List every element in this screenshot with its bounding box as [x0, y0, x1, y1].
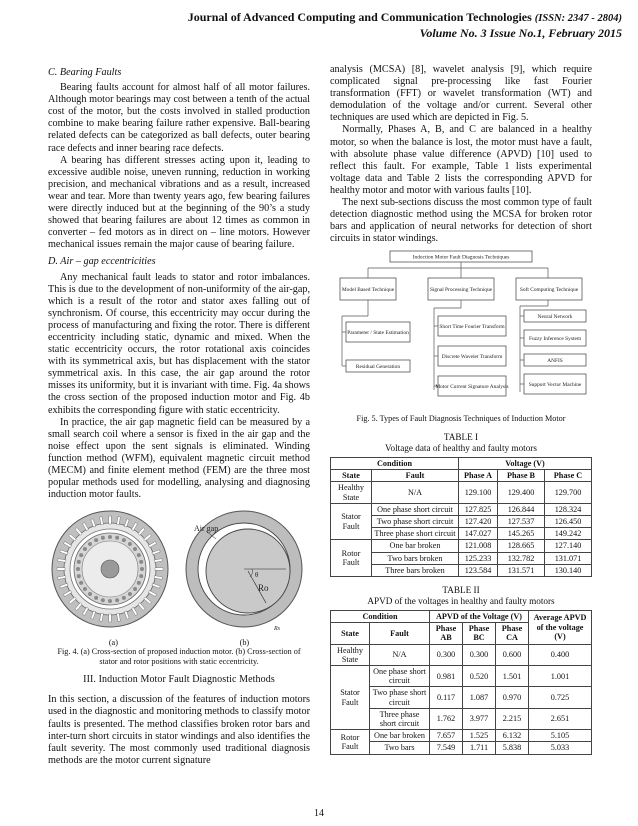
t1-cell: 127.537	[498, 515, 545, 527]
rotor-bar	[79, 553, 83, 557]
rotor-bar	[94, 538, 98, 542]
rotor-bar	[88, 592, 92, 596]
journal-header	[188, 10, 622, 26]
t2-h-ca: Phase CA	[496, 623, 529, 644]
t1-h-pa: Phase A	[459, 470, 498, 482]
t2-h-avg: Average APVD of the voltage (V)	[529, 610, 592, 644]
stator-slot	[109, 614, 111, 622]
section-d-title: D. Air – gap eccentricities	[48, 256, 156, 268]
t2-h-state: State	[331, 623, 370, 644]
diagram-stft: Short Time Fourier Transform	[439, 324, 505, 331]
t2-state-rotor: Rotor Fault	[331, 730, 370, 754]
t1-cell: 127.825	[459, 503, 498, 515]
stator-slot	[57, 568, 65, 570]
section-c-paragraph-2: A bearing has different stresses acting upon it, leading to excessive audible noise, uneven running, reduction in working precision, and mechanical vibrations and as a result, increased wear and tear. More than twenty years ago, few bearing failures were directly induced but at the beginning of the 90’s a study showed that bearing failures are about 12 times as common in converter – fed motors as in direct on – line motors. However mechanical issues remain the major cause of bearing failure.	[48, 154, 310, 251]
rotor-bar	[108, 535, 112, 539]
t2-cell: 0.300	[430, 644, 463, 665]
t2-cell: 1.762	[430, 708, 463, 729]
rotor-bar	[94, 596, 98, 600]
t1-h-pc: Phase C	[545, 470, 592, 482]
t1-cell: 121.008	[459, 540, 498, 552]
diagram-signal-processing: Signal Processing Technique	[429, 287, 493, 294]
right-paragraph-2: Normally, Phases A, B, and C are balanced in a healthy motor, so when the balance is lost, the motor must have a fault, with absolute phase value difference (APVD) [10] used to reflect this fault. For example, Table 1 lists experimental voltage data and Table 2 lists the corresponding APVD for healthy motor and motor with various faults [10].	[330, 124, 592, 196]
rotor-bar	[77, 560, 81, 564]
t2-cell: 5.105	[529, 730, 592, 742]
t2-cell: 1.001	[529, 665, 592, 686]
t2-cell: 5.838	[496, 742, 529, 754]
t2-cell: 2.215	[496, 708, 529, 729]
t1-cell: 131.571	[498, 564, 545, 576]
figure-4-caption: Fig. 4. (a) Cross-section of proposed induction motor. (b) Cross-section of stator and rotor positions with static eccentricity.	[57, 647, 301, 666]
t1-cell: 125.233	[459, 552, 498, 564]
t2-cell: 6.132	[496, 730, 529, 742]
rotor-bar	[76, 567, 80, 571]
right-column	[330, 64, 592, 755]
t1-cell: 123.584	[459, 564, 498, 576]
t2-cell: Two phase short circuit	[370, 687, 430, 708]
t1-h-condition: Condition	[331, 457, 459, 469]
figure-4	[48, 507, 310, 635]
ro-label: Ro	[258, 583, 269, 594]
rotor-bar	[122, 596, 126, 600]
rotor-bar	[128, 592, 132, 596]
rotor-bar	[101, 536, 105, 540]
t2-h-condition: Condition	[331, 610, 430, 622]
t1-cell: One phase short circuit	[372, 503, 459, 515]
t1-cell: Three bars broken	[372, 564, 459, 576]
t1-cell: One bar broken	[372, 540, 459, 552]
t2-cell: 1.525	[463, 730, 496, 742]
figure-5-diagram	[330, 250, 592, 412]
rotor-bar	[77, 574, 81, 578]
left-column	[48, 64, 310, 767]
t1-cell: 127.420	[459, 515, 498, 527]
t2-cell: 5.033	[529, 742, 592, 754]
figure-4-image	[48, 507, 310, 635]
journal-title: Journal of Advanced Computing and Communication Technologies	[187, 10, 532, 24]
table-2-title: APVD of the voltages in healthy and faulty motors	[367, 595, 555, 606]
t2-cell: 0.520	[463, 665, 496, 686]
figure-4-sublabels	[48, 638, 310, 647]
diagram-mcsa: Motor Current Signature Analysis	[435, 384, 509, 391]
rotor-bar	[88, 542, 92, 546]
t1-cell: Three phase short circuit	[372, 528, 459, 540]
table-row	[331, 540, 592, 552]
diagram-dwt: Discrete Wavelet Transform	[441, 354, 503, 361]
t2-cell: 0.981	[430, 665, 463, 686]
rotor-bar	[137, 553, 141, 557]
diagram-fuzzy: Fuzzy Inference System	[528, 336, 582, 343]
t1-cell: 132.782	[498, 552, 545, 564]
section-d-paragraph-2: In practice, the air gap magnetic field can be measured by a small search coil where a sensor is fixed in the air gap and the noise effect upon the sent signals is eliminated. Winding function method (WFM), equivalent magnetic circuit method (MECM) and finite element method (FEM) are the three most popular methods used for modelling, analysing and diagnosing induction motor faults.	[48, 416, 310, 501]
figure-4a-label: (a)	[108, 638, 118, 648]
t2-state-stator: Stator Fault	[331, 665, 370, 729]
t1-h-fault: Fault	[372, 470, 459, 482]
section-c-title: C. Bearing Faults	[48, 67, 122, 78]
t1-state-stator: Stator Fault	[331, 503, 372, 540]
motor-cross-section	[52, 511, 168, 627]
rotor-bar	[139, 574, 143, 578]
table-row	[331, 687, 592, 708]
stator-slot	[109, 516, 111, 524]
section-3-paragraph-1: In this section, a discussion of the features of induction motors used in the diagnostic and monitoring methods to classify motor faults is presented. The method classifies broken rotor bars and inter-turn short circuits in stator windings and also identifies the fault severity. The most commonly used traditional diagnosis methods are the motor current signature	[48, 694, 310, 766]
t1-cell: Two phase short circuit	[372, 515, 459, 527]
t2-h-apvd: APVD of the Voltage (V)	[430, 610, 529, 622]
diagram-anfis: ANFIS	[547, 358, 563, 365]
t2-cell: 0.300	[463, 644, 496, 665]
t2-h-fault: Fault	[370, 623, 430, 644]
table-row	[331, 482, 592, 503]
t2-cell: One phase short circuit	[370, 665, 430, 686]
t2-cell: 2.651	[529, 708, 592, 729]
t1-cell: 129.100	[459, 482, 498, 503]
t2-cell: 1.501	[496, 665, 529, 686]
t2-cell: 0.117	[430, 687, 463, 708]
stator-slot	[155, 568, 163, 570]
table-1-title: Voltage data of healthy and faulty motors	[385, 442, 537, 453]
t1-cell: 147.027	[459, 528, 498, 540]
table-row	[331, 742, 592, 754]
figure-4b-label: (b)	[239, 638, 250, 648]
diagram-model-based: Model Based Technique	[341, 287, 395, 294]
section-d-paragraph-1: Any mechanical fault leads to stator and rotor imbalances. This is due to the development of non-uniformity of the air-gap, which is a result of the rotor and stator axes falling out of synchronism. Of course, this eccentricity may occur during the process of manufacturing and fixing the rotor. There is different eccentricity including static, dynamic and mixed. When the static eccentricity occurs, the rotor rotational axis coincides with its symmetrical axis, but has displacement with the stator symmetrical axis. In this case, the air gap around the rotor misses its uniformity, but it is invariant with time. Fig. 4a shows the cross section of the proposed induction motor and Fig. 4b exhibits the corresponding figure with static eccentricity.	[48, 271, 310, 416]
t1-h-pb: Phase B	[498, 470, 545, 482]
rotor-bar	[140, 567, 144, 571]
t2-cell: 0.400	[529, 644, 592, 665]
table-row	[331, 708, 592, 729]
t2-cell: Three phase short circuit	[370, 708, 430, 729]
t1-h-voltage: Voltage (V)	[459, 457, 592, 469]
rotor-bar	[122, 538, 126, 542]
t1-cell: 128.324	[545, 503, 592, 515]
t2-cell: 7.549	[430, 742, 463, 754]
table-2-label: TABLE II	[442, 584, 480, 595]
t2-cell: 0.600	[496, 644, 529, 665]
rotor-bar	[139, 560, 143, 564]
t1-cell: 131.071	[545, 552, 592, 564]
t2-h-bc: Phase BC	[463, 623, 496, 644]
table-row	[331, 503, 592, 515]
diagram-soft-computing: Soft Computing Technique	[519, 287, 579, 294]
section-3-title: III. Induction Motor Fault Diagnostic Methods	[83, 674, 275, 686]
t2-cell: 1.711	[463, 742, 496, 754]
table-row	[331, 644, 592, 665]
right-paragraph-3: The next sub-sections discuss the most common type of fault detection diagnostic method using the MCSA for broken rotor bars and application of neural networks for detection of short circuits in stator windings.	[330, 197, 592, 245]
rotor-bar	[108, 599, 112, 603]
t1-state-healthy: Healthy State	[331, 482, 372, 503]
section-c-paragraph-1: Bearing faults account for almost half of all motor failures. Although motor bearings may cost between a tenth of the actual cost of the motor, but the costs involved in stalled production combine to make bearing failure rather expensive. Ball-bearing related defects can be categorized as ball defects, outer bearing race defects and inner bearing race defects.	[48, 82, 310, 154]
t2-cell: One bar broken	[370, 730, 430, 742]
rs-label: Rs	[274, 626, 280, 633]
rotor-bar	[133, 587, 137, 591]
table-row	[331, 665, 592, 686]
journal-volume: Volume No. 3 Issue No.1, February 2015	[419, 26, 622, 40]
t1-h-state: State	[331, 470, 372, 482]
t1-cell: 145.265	[498, 528, 545, 540]
t2-cell: 1.087	[463, 687, 496, 708]
t1-cell: 130.140	[545, 564, 592, 576]
theta-label: θ	[255, 571, 259, 580]
diagram-parameter-estimation: Parameter / State Estimation	[347, 330, 409, 337]
rotor-bar	[133, 547, 137, 551]
table-1-label: TABLE I	[443, 431, 479, 442]
t1-cell: 149.242	[545, 528, 592, 540]
t2-cell: 0.725	[529, 687, 592, 708]
diagram-svm: Support Vector Machine	[528, 382, 582, 389]
diagram-root: Induction Motor Fault Diagnosis Techniques	[412, 254, 510, 261]
t2-cell: 3.977	[463, 708, 496, 729]
table-2	[330, 610, 592, 755]
diagram-neural-network: Neural Network	[537, 314, 573, 321]
table-row	[331, 730, 592, 742]
t2-cell: Two bars	[370, 742, 430, 754]
t1-state-rotor: Rotor Fault	[331, 540, 372, 577]
t1-cell: 127.140	[545, 540, 592, 552]
air-gap-label: Air gap	[194, 524, 219, 534]
t1-cell: N/A	[372, 482, 459, 503]
t1-cell: 126.844	[498, 503, 545, 515]
t2-cell: 0.970	[496, 687, 529, 708]
t1-cell: 129.700	[545, 482, 592, 503]
diagram-residual-generation: Residual Generation	[355, 364, 401, 371]
right-paragraph-1: analysis (MCSA) [8], wavelet analysis [9], which require complicated signal pre-processing like fast Fourier transformation (FFT) or wavelet transformation (WT) and demodulation of the voltage and/or current. Several other techniques are used which are depicted in Fig. 5.	[330, 64, 592, 124]
t1-cell: Two bars broken	[372, 552, 459, 564]
rotor-bar	[83, 587, 87, 591]
rotor-bar	[115, 536, 119, 540]
t1-cell: 126.450	[545, 515, 592, 527]
rotor-bar	[128, 542, 132, 546]
rotor-bar	[79, 581, 83, 585]
t2-cell: N/A	[370, 644, 430, 665]
figure-5-caption: Fig. 5. Types of Fault Diagnosis Techniques of Induction Motor	[356, 414, 566, 424]
page-number: 14	[314, 808, 324, 819]
t2-state-healthy: Healthy State	[331, 644, 370, 665]
rotor-bar	[137, 581, 141, 585]
t2-cell: 7.657	[430, 730, 463, 742]
t1-cell: 129.400	[498, 482, 545, 503]
table-1	[330, 457, 592, 577]
journal-issn: (ISSN: 2347 - 2804)	[534, 13, 622, 24]
rotor-bar	[101, 598, 105, 602]
rotor-bar	[115, 598, 119, 602]
t1-cell: 128.665	[498, 540, 545, 552]
t2-h-ab: Phase AB	[430, 623, 463, 644]
rotor-bar	[83, 547, 87, 551]
